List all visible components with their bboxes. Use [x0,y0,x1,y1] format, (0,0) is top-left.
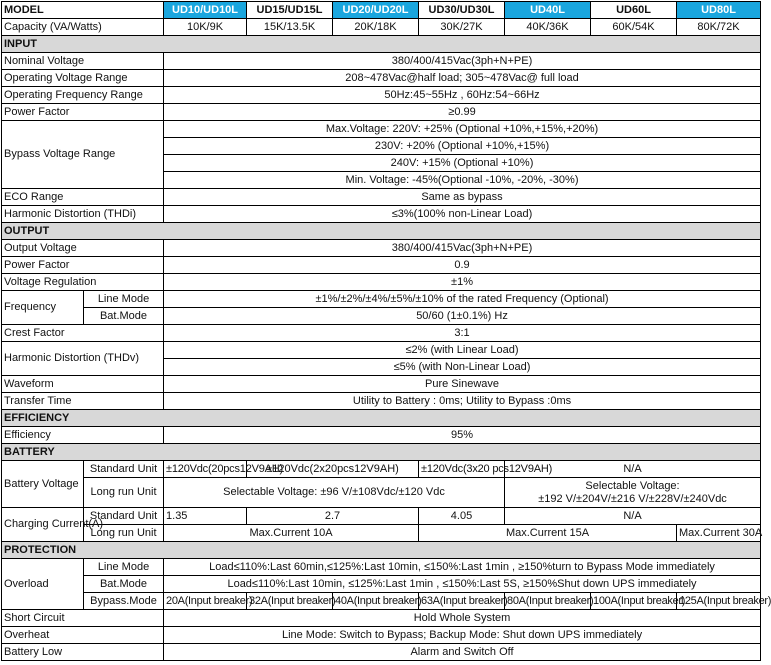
overload-line-mode-label: Line Mode [84,559,164,576]
bypass-breaker-value: 125A(Input breaker) [677,593,761,610]
model-ud60l: UD60L [591,2,677,19]
overheat-value: Line Mode: Switch to Bypass; Backup Mode: Shut down UPS immediately [164,627,761,644]
charge-long-run-label: Long run Unit [84,525,164,542]
operating-frequency-value: 50Hz:45~55Hz , 60Hz:54~66Hz [164,87,761,104]
output-voltage-value: 380/400/415Vac(3ph+N+PE) [164,240,761,257]
overload-bat-mode-label: Bat.Mode [84,576,164,593]
battery-long-run-b [505,478,761,508]
capacity-value: 60K/54K [591,19,677,36]
nominal-voltage-label: Nominal Voltage [2,53,164,70]
overheat-label: Overheat [2,627,164,644]
bypass-voltage-label: Bypass Voltage Range [2,121,164,189]
waveform-label: Waveform [2,376,164,393]
charging-current-label: Charging Current(A) [2,508,84,542]
output-power-factor-label: Power Factor [2,257,164,274]
nominal-voltage-value: 380/400/415Vac(3ph+N+PE) [164,53,761,70]
voltage-regulation-label: Voltage Regulation [2,274,164,291]
efficiency-value: 95% [164,427,761,444]
crest-factor-label: Crest Factor [2,325,164,342]
bypass-breaker-value: 63A(Input breaker) [419,593,505,610]
bypass-breaker-value: 80A(Input breaker) [505,593,591,610]
operating-voltage-label: Operating Voltage Range [2,70,164,87]
battery-std-na: N/A [505,461,761,478]
long-run-unit-label: Long run Unit [84,478,164,508]
input-power-factor-value: ≥0.99 [164,104,761,121]
battery-low-value: Alarm and Switch Off [164,644,761,661]
ups-spec-table [1,1,771,661]
model-ud15: UD15/UD15L [247,2,333,19]
eco-range-label: ECO Range [2,189,164,206]
thdv-value: ≤2% (with Linear Load) [164,342,761,359]
capacity-value: 10K/9K [164,19,247,36]
transfer-time-value: Utility to Battery : 0ms; Utility to Bypass :0ms [164,393,761,410]
line-mode-frequency-value: ±1%/±2%/±4%/±5%/±10% of the rated Frequency (Optional) [164,291,761,308]
model-ud30: UD30/UD30L [419,2,505,19]
line-mode-label: Line Mode [84,291,164,308]
section-efficiency: EFFICIENCY [2,410,761,427]
model-ud80l: UD80L [677,2,761,19]
short-circuit-label: Short Circuit [2,610,164,627]
input-power-factor-label: Power Factor [2,104,164,121]
overload-bat-mode-value: Load≤110%:Last 10min, ≤125%:Last 1min , ≤150%:Last 5S, ≥150%Shut down UPS immediately [164,576,761,593]
charge-long-value: Max.Current 10A [164,525,419,542]
capacity-label: Capacity (VA/Watts) [2,19,164,36]
thdi-value: ≤3%(100% non-Linear Load) [164,206,761,223]
capacity-value: 30K/27K [419,19,505,36]
model-ud20: UD20/UD20L [333,2,419,19]
model-label: MODEL [2,2,164,19]
transfer-time-label: Transfer Time [2,393,164,410]
charge-long-value: Max.Current 30A [677,525,761,542]
overload-label: Overload [2,559,84,610]
section-protection: PROTECTION [2,542,761,559]
charge-std-value: N/A [505,508,761,525]
section-output: OUTPUT [2,223,761,240]
thdv-label: Harmonic Distortion (THDv) [2,342,164,376]
capacity-row [2,19,761,36]
battery-long-run-b-line2: ±192 V/±204V/±216 V/±228V/±240Vdc [538,492,727,505]
output-voltage-label: Output Voltage [2,240,164,257]
voltage-regulation-value: ±1% [164,274,761,291]
capacity-value: 15K/13.5K [247,19,333,36]
model-row [2,2,761,19]
section-input: INPUT [2,36,761,53]
output-power-factor-value: 0.9 [164,257,761,274]
frequency-label: Frequency [2,291,84,325]
waveform-value: Pure Sinewave [164,376,761,393]
overload-bypass-mode-label: Bypass.Mode [84,593,164,610]
battery-std-ud15-ud20: ±120Vdc(2x20pcs12V9AH) [247,461,419,478]
overload-line-mode-value: Load≤110%:Last 60min,≤125%:Last 10min, ≤150%:Last 1min , ≥150%turn to Bypass Mode immediately [164,559,761,576]
charge-long-value: Max.Current 15A [419,525,677,542]
bypass-voltage-value: Min. Voltage: -45%(Optional -10%, -20%, -30%) [164,172,761,189]
battery-long-run-a: Selectable Voltage: ±96 V/±108Vdc/±120 Vdc [164,478,505,508]
bypass-breaker-value: 40A(Input breaker) [333,593,419,610]
battery-long-run-b-line1: Selectable Voltage: [585,479,680,492]
battery-low-label: Battery Low [2,644,164,661]
bat-mode-label: Bat.Mode [84,308,164,325]
bypass-voltage-value: 240V: +15% (Optional +10%) [164,155,761,172]
bypass-voltage-value: 230V: +20% (Optional +10%,+15%) [164,138,761,155]
capacity-value: 20K/18K [333,19,419,36]
eco-range-value: Same as bypass [164,189,761,206]
capacity-value: 40K/36K [505,19,591,36]
bat-mode-frequency-value: 50/60 (1±0.1%) Hz [164,308,761,325]
battery-voltage-label: Battery Voltage [2,461,84,508]
operating-voltage-value: 208~478Vac@half load; 305~478Vac@ full load [164,70,761,87]
capacity-value: 80K/72K [677,19,761,36]
bypass-voltage-value: Max.Voltage: 220V: +25% (Optional +10%,+15%,+20%) [164,121,761,138]
bypass-breaker-value: 100A(Input breaker) [591,593,677,610]
short-circuit-value: Hold Whole System [164,610,761,627]
charge-std-value: 2.7 [247,508,419,525]
crest-factor-value: 3:1 [164,325,761,342]
battery-std-ud30: ±120Vdc(3x20 pcs12V9AH) [419,461,505,478]
bypass-breaker-value: 20A(Input breaker) [164,593,247,610]
charge-standard-unit-label: Standard Unit [84,508,164,525]
charge-std-value: 1.35 [164,508,247,525]
standard-unit-label: Standard Unit [84,461,164,478]
thdi-label: Harmonic Distortion (THDi) [2,206,164,223]
section-battery: BATTERY [2,444,761,461]
efficiency-label: Efficiency [2,427,164,444]
model-ud40l: UD40L [505,2,591,19]
thdv-value: ≤5% (with Non-Linear Load) [164,359,761,376]
operating-frequency-label: Operating Frequency Range [2,87,164,104]
model-ud10: UD10/UD10L [164,2,247,19]
charge-std-value: 4.05 [419,508,505,525]
battery-std-ud10: ±120Vdc(20pcs12V9AH) [164,461,247,478]
bypass-breaker-value: 32A(Input breaker) [247,593,333,610]
